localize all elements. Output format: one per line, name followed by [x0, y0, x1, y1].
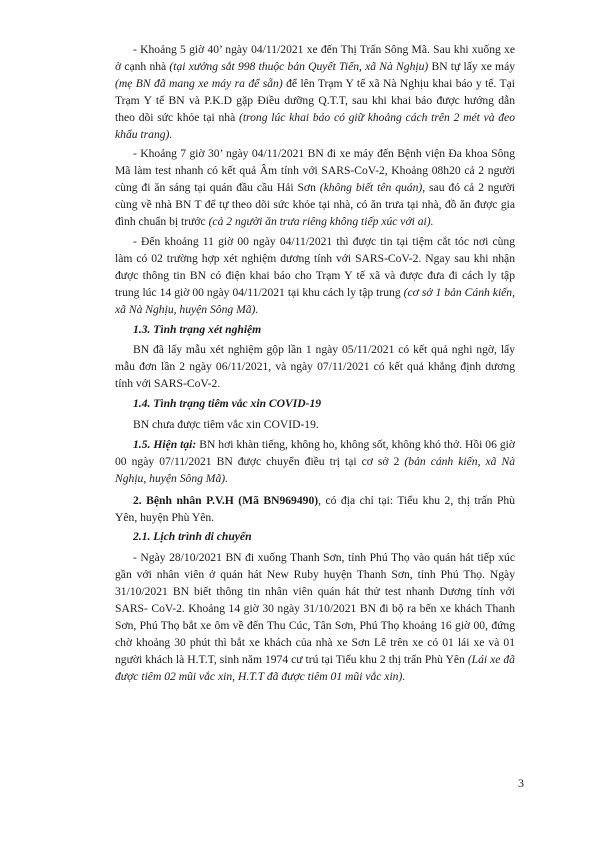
- paragraph-vaccine-status: BN chưa được tiêm vắc xin COVID-19.: [133, 418, 319, 432]
- paragraph-test-status: BN đã lấy mẫu xét nghiệm gộp lần 1 ngày 05/11/2021 có kết quả nghi ngờ, lấy mẫu đơn lần 2 ngày 06/11/2021, và ngày 07/11/2021 có kết quả khẳng định dương tính với SARS-CoV-2.: [115, 343, 515, 391]
- paragraph-travel-4: - Ngày 28/10/2021 BN đi xuống Thanh Sơn, tỉnh Phú Thọ vào quán hát tiếp xúc gần với nhân viên ở quán hát New Ruby huyện Thanh Sơn, tỉnh Phú Thọ. Ngày 31/10/2021 BN biết thông tin nhân viên quán hát thử test nhanh Dương tính với SARS- CoV-2. Khoảng 14 giờ 30 ngày 31/10/2021 BN đi bộ ra bến xe khách Thanh Sơn, Phú Thọ bắt xe ôm về đến Thu Cúc, Tân Sơn, Phú Thọ khoảng 16 giờ 00, đứng chờ khoảng 30 phút thì bắt xe khách của nhà xe Sơn Lê trên xe có 01 lái xe và 01 người khách là H.T.T, sinh năm 1974 cư trú tại Tiểu khu 2 thị trấn Phù Yên (Lái xe đã được tiêm 02 mũi vắc xin, H.T.T đã được tiêm 01 mũi vắc xin).: [115, 551, 515, 683]
- paragraph-current-status: 1.5. Hiện tại: BN hơi khàn tiếng, không ho, không sốt, không khó thở. Hồi 06 giờ 00 ngày 07/11/2021 BN được chuyển điều trị tại cơ sở 2 (bản cánh kiến, xã Nà Nghịu, huyện Sông Mã).: [115, 437, 515, 485]
- patient-2-heading: 2. Bệnh nhân P.V.H (Mã BN969490), có địa chỉ tại: Tiểu khu 2, thị trấn Phù Yên, huyện Phù Yên.: [115, 493, 515, 524]
- paragraph-travel-2: - Khoảng 7 giờ 30’ ngày 04/11/2021 BN đi xe máy đến Bệnh viện Đa khoa Sông Mã làm test nhanh có kết quả Âm tính với SARS-CoV-2, Khoảng 08h20 cả 2 người cùng đi ăn sáng tại quán đầu cầu Hải Sơn (không biết tên quán), sau đó cả 2 người cùng về nhà BN T để tự theo dõi sức khỏe tại nhà, có ăn trưa tại nhà, đồ ăn được gia đình chuẩn bị trước (cả 2 người ăn trưa riêng không tiếp xúc với ai).: [115, 147, 515, 229]
- heading-vaccine-status: 1.4. Tình trạng tiêm vắc xin COVID-19: [133, 397, 322, 411]
- heading-travel-history: 2.1. Lịch trình di chuyển: [133, 530, 252, 544]
- document-body: [115, 42, 515, 689]
- page-number: 3: [518, 776, 524, 790]
- paragraph-travel-1: - Khoảng 5 giờ 40’ ngày 04/11/2021 xe đến Thị Trấn Sông Mã. Sau khi xuống xe ở cạnh nhà (tại xưởng sắt 998 thuộc bản Quyết Tiến, xã Nà Nghịu) BN tự lấy xe máy (mẹ BN đã mang xe máy ra để sẵn) để lên Trạm Y tế xã Nà Nghịu khai báo y tế. Tại Trạm Y tế BN và P.K.D gặp Điều dưỡng Q.T.T, sau khi khai báo được hướng dẫn theo dõi sức khỏe tại nhà (trong lúc khai báo có giữ khoảng cách trên 2 mét và đeo khẩu trang).: [115, 43, 516, 141]
- heading-test-status: 1.3. Tình trạng xét nghiệm: [133, 322, 262, 336]
- paragraph-travel-3: - Đến khoảng 11 giờ 00 ngày 04/11/2021 thì được tin tại tiệm cắt tóc nơi cùng làm có 02 trường hợp xét nghiệm dương tính với SARS-CoV-2. Ngay sau khi nhận được thông tin BN có điện khai báo cho Trạm Y tế xã và được đưa đi cách ly tập trung lúc 14 giờ 00 ngày 04/11/2021 tại khu cách ly tập trung (cơ sở 1 bản Cánh kiến, xã Nà Nghịu, huyện Sông Mã).: [115, 234, 516, 316]
